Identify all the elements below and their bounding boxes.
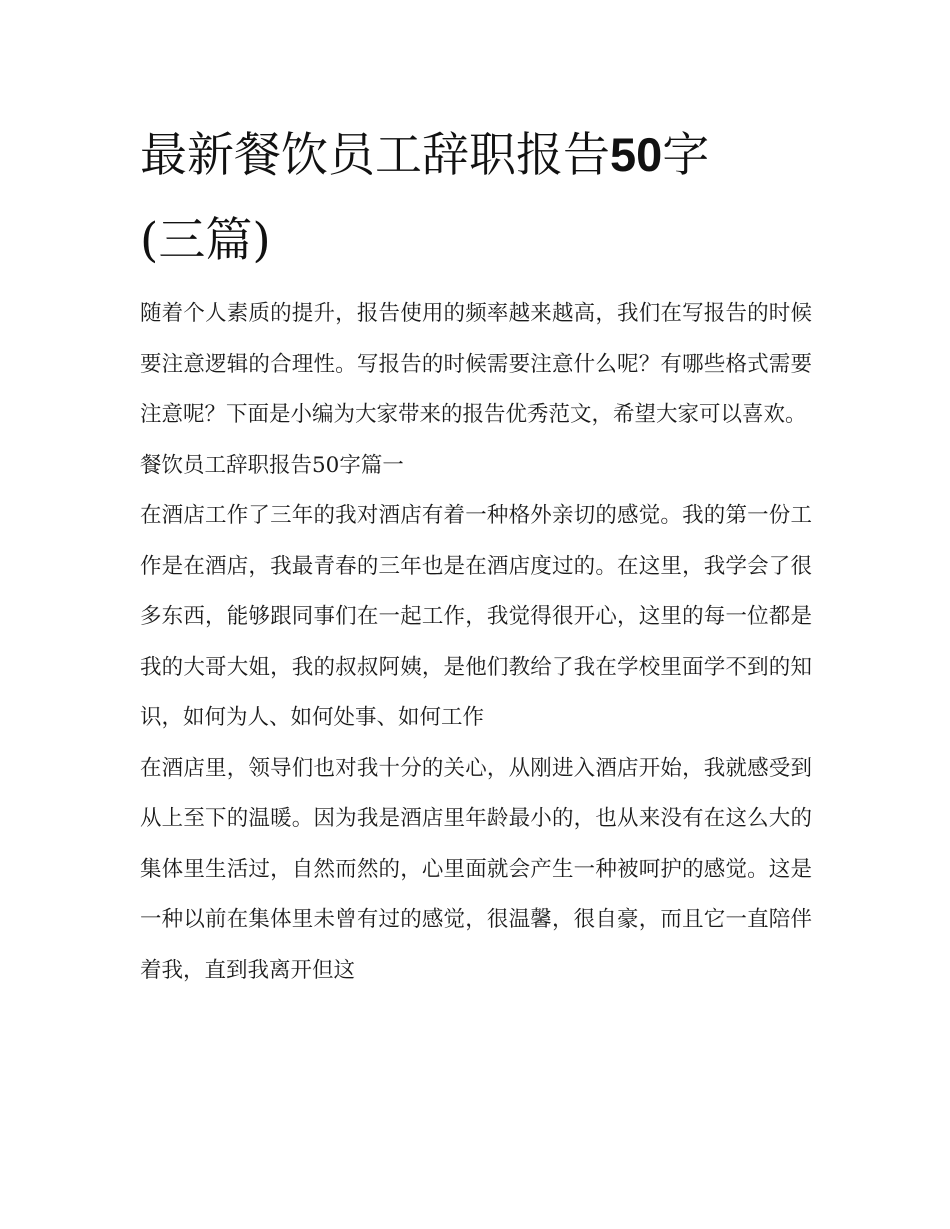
title-subtitle: (三篇) — [140, 213, 271, 268]
document-body — [140, 112, 812, 996]
body-paragraph-1: 在酒店工作了三年的我对酒店有着一种格外亲切的感觉。我的第一份工作是在酒店，我最青春的三年也是在酒店度过的。在这里，我学会了很多东西，能够跟同事们在一起工作，我觉得很开心，这里的每一位都是我的大哥大姐，我的叔叔阿姨，是他们教给了我在学校里面学不到的知识，如何为人、如何处事、如何工作 — [140, 503, 812, 730]
body-paragraph-2: 在酒店里，领导们也对我十分的关心，从刚进入酒店开始，我就感受到从上至下的温暖。因为我是酒店里年龄最小的，也从来没有在这么大的集体里生活过，自然而然的，心里面就会产生一种被呵护的感觉。这是一种以前在集体里未曾有过的感觉，很温馨，很自豪，而且它一直陪伴着我，直到我离开但这 — [140, 755, 812, 983]
title-text: 最新餐饮员工辞职报告 — [140, 128, 610, 183]
document-title — [140, 112, 812, 283]
title-number: 50 — [610, 128, 663, 181]
intro-paragraph: 随着个人素质的提升，报告使用的频率越来越高，我们在写报告的时候要注意逻辑的合理性。写报告的时候需要注意什么呢？有哪些格式需要注意呢？下面是小编为大家带来的报告优秀范文，希望大家可以喜欢。 — [140, 301, 812, 427]
title-suffix: 字 — [662, 128, 710, 183]
section-heading: 餐饮员工辞职报告50字篇一 — [140, 452, 404, 478]
